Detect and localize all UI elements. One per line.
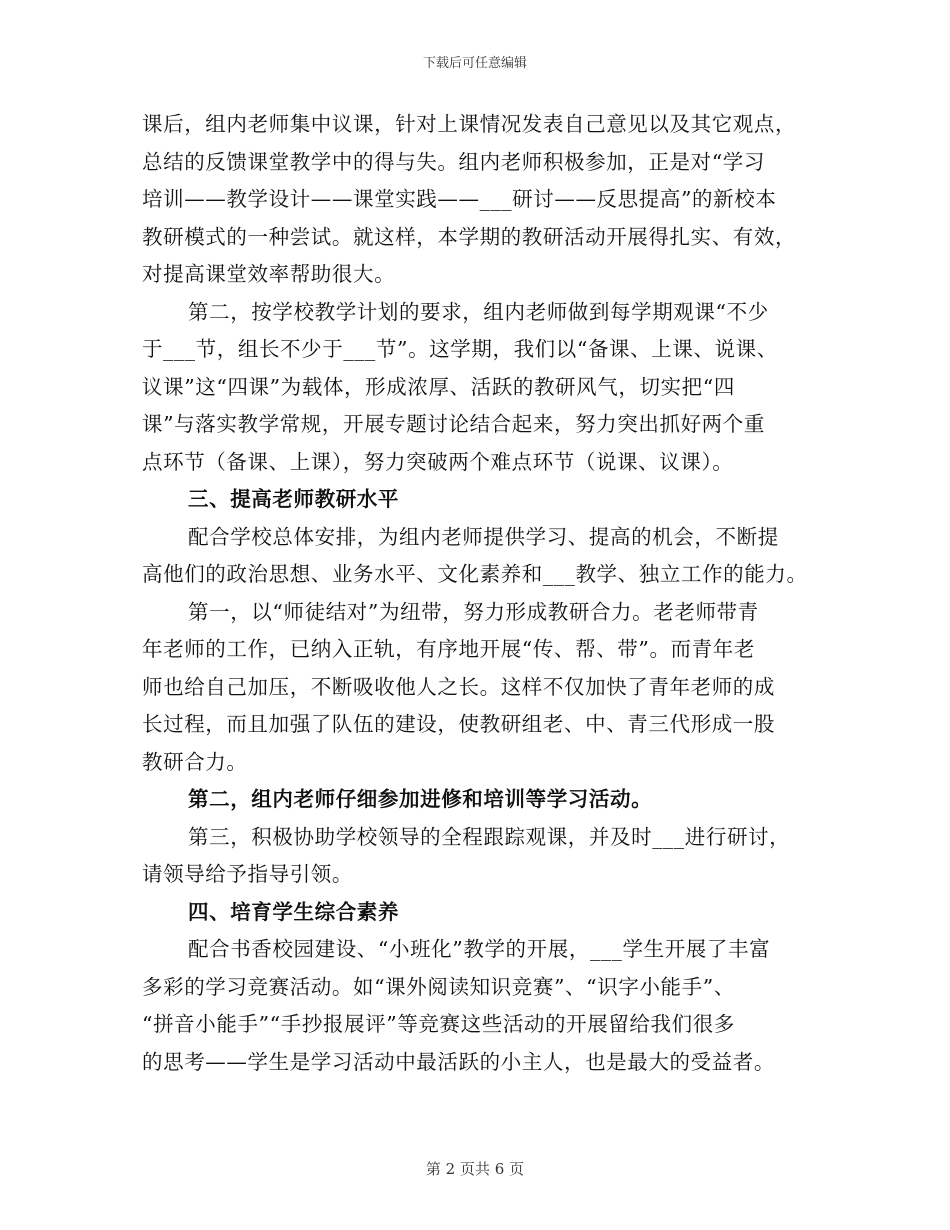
text-line: 长过程，而且加强了队伍的建设，使教研组老、中、青三代形成一股 <box>142 712 775 736</box>
text-line: 总结的反馈课堂教学中的得与失。组内老师积极参加，正是对“学习 <box>142 149 765 174</box>
section-heading: 四、培育学生综合素养 <box>188 899 399 924</box>
text-line: 年老师的工作，已纳入正轨，有序地开展“传、帮、带”。而青年老 <box>142 637 755 661</box>
text-line: 的思考——学生是学习活动中最活跃的小主人，也是最大的受益者。 <box>142 1049 775 1074</box>
text-line: 对提高课堂效率帮助很大。 <box>142 262 396 286</box>
text-line: 点环节（备课、上课），努力突破两个难点环节（说课、议课）。 <box>142 449 734 474</box>
bold-paragraph: 第二，组内老师仔细参加进修和培训等学习活动。 <box>188 787 653 811</box>
page-footer: 第 2 页共 6 页 <box>425 1160 525 1178</box>
text-line: 配合学校总体安排，为组内老师提供学习、提高的机会，不断提 <box>188 524 779 549</box>
text-line: 教研模式的一种尝试。就这样，本学期的教研活动开展得扎实、有效， <box>142 224 797 249</box>
section-heading: 三、提高老师教研水平 <box>188 487 399 511</box>
text-line: 教研合力。 <box>142 749 248 774</box>
text-line: 课”与落实教学常规，开展专题讨论结合起来，努力突出抓好两个重 <box>142 412 765 436</box>
text-line: 议课”这“四课”为载体，形成浓厚、活跃的教研风气，切实把“四 <box>142 374 735 399</box>
text-line: 于___节，组长不少于___节”。这学期，我们以“备课、上课、说课、 <box>142 337 778 361</box>
text-line: 第二，按学校教学计划的要求，组内老师做到每学期观课“不少 <box>188 299 769 324</box>
text-line: 课后，组内老师集中议课，针对上课情况发表自己意见以及其它观点， <box>142 112 797 136</box>
text-line: 师也给自己加压，不断吸收他人之长。这样不仅加快了青年老师的成 <box>142 674 775 699</box>
text-line: 请领导给予指导引领。 <box>142 862 353 886</box>
body-text <box>142 106 812 1081</box>
text-line: 高他们的政治思想、业务水平、文化素养和___教学、独立工作的能力。 <box>142 562 808 586</box>
page-header: 下载后可任意编辑 <box>422 56 527 71</box>
text-line: 第三，积极协助学校领导的全程跟踪观课，并及时___进行研讨， <box>188 824 791 849</box>
text-line: “拼音小能手”“手抄报展评”等竞赛这些活动的开展留给我们很多 <box>142 1012 735 1036</box>
text-line: 多彩的学习竞赛活动。如“课外阅读知识竞赛”、“识字小能手”、 <box>142 974 735 999</box>
text-line: 配合书香校园建设、“小班化”教学的开展，___学生开展了丰富 <box>188 937 771 961</box>
text-line: 培训——教学设计——课堂实践——___研讨——反思提高”的新校本 <box>142 187 777 211</box>
text-line: 第一，以“师徒结对”为纽带，努力形成教研合力。老老师带青 <box>188 599 759 624</box>
